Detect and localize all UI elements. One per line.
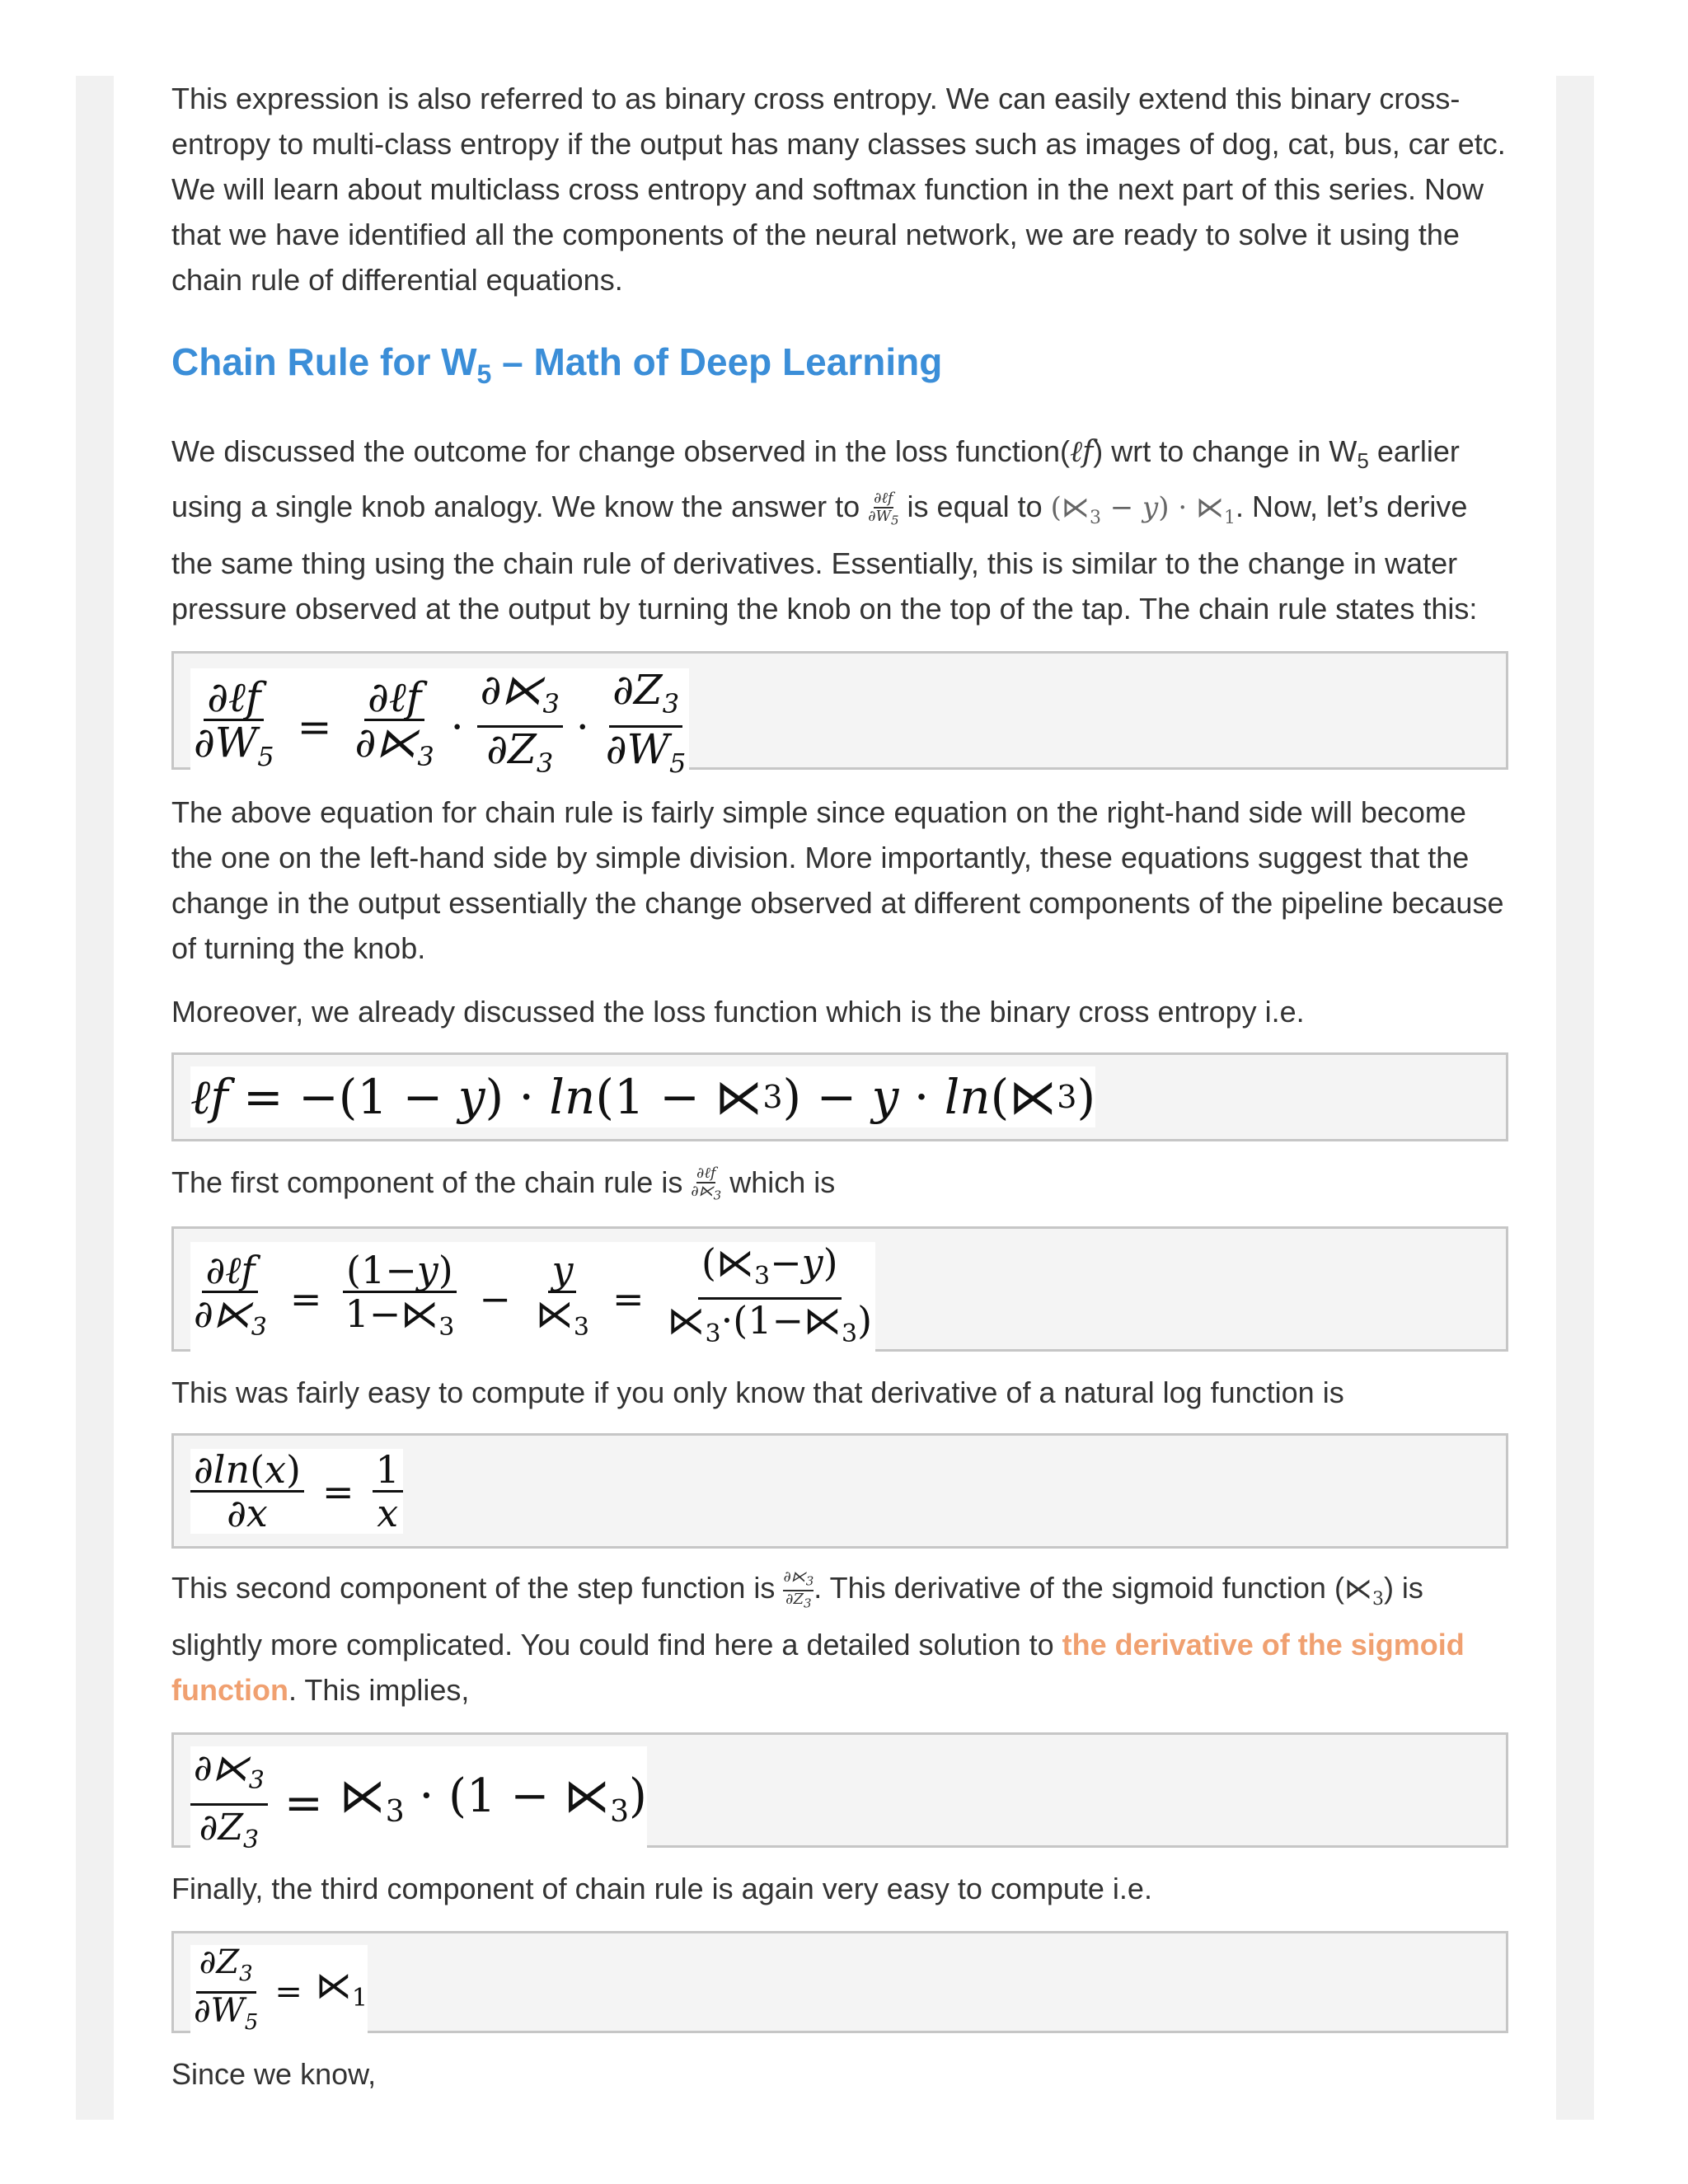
first-component-equation-box (171, 1226, 1508, 1352)
natural-log-derivative-equation: $\frac{\partial\ln(x)}{\partial x}$ = $\frac{1}{x}$ (190, 1449, 403, 1534)
natural-log-derivative-box (171, 1433, 1508, 1549)
loss-function-paragraph: Moreover, we already discussed the loss function which is the binary cross entropy i.e. (171, 995, 1305, 1029)
first-component-paragraph: The first component of the chain rule is $\frac{\text{∂ℓf}}{\partial⋉_3}$ which is (171, 1165, 836, 1203)
inline-derivative-lf-w5: $\frac{\text{∂ℓf}}{\partial W_5}$ (868, 489, 899, 528)
chain-rule-explanation-paragraph: The above equation for chain rule is fairly simple since equation on the right-hand side will become the one on the left-hand side by simple division. More importantly, these equations suggest that the change in the output essentially the change observed at different components of the pipeline because of turning the knob. (171, 795, 1504, 966)
chain-rule-equation: $\frac{\text{∂ℓf}}{\partial W_5}$ = $\frac{\text{∂ℓf}}{\partial⋉_3}$ · $\frac{\partial⋉_3}{\partial Z_3}$ · $\frac{\partial Z_3}{\partial W_5}$ (190, 668, 689, 785)
since-we-know-paragraph: Since we know, (171, 2056, 377, 2091)
third-component-equation-box (171, 1931, 1508, 2033)
sigmoid-derivative-equation: $\frac{\partial⋉_3}{\partial Z_3}$ = $⋉_3 \cdot (1$ − $⋉_3$) (190, 1746, 647, 1863)
sigmoid-symbol: $⋉_3$ (1343, 1572, 1384, 1610)
natural-log-paragraph: This was fairly easy to compute if you only know that derivative of a natural log function is (171, 1376, 1344, 1410)
sigmoid-derivative-link[interactable]: the derivative of the sigmoid function (171, 1627, 1465, 1707)
chain-rule-equation-box (171, 651, 1508, 780)
right-gutter (1556, 76, 1594, 2120)
inline-derivative-k3-z3: $\frac{\partial⋉_3}{\partial Z_3}$ (783, 1568, 814, 1611)
first-component-equation: $\frac{\text{∂ℓf}}{\partial⋉_3}$ = $\frac{(1-y)}{1-⋉_3}$ − $\frac{y}{⋉_3}$ = $\frac{(⋉_3-y)}{⋉_3\cdot(1-⋉_3)}$ (190, 1242, 875, 1355)
loss-function-equation-box (171, 1052, 1508, 1141)
left-gutter (76, 76, 114, 2120)
sigmoid-derivative-box (171, 1732, 1508, 1854)
loss-function-equation: ℓf = −(1 − y ) · ln (1 − ⋉ 3 ) − y · ln (⋉ 3 ) (190, 1066, 1095, 1127)
inline-answer-formula: $(⋉_3 - y)$ · $⋉_1$ (1050, 491, 1236, 529)
second-component-paragraph: This second component of the step function is $\frac{\partial⋉_3}{\partial Z_3}$ . This derivative of the sigmoid function $(⋉_3)$ is slightly more complicated. You could find here a detailed solution to the derivative of the sigmoid function. This implies, (171, 1568, 1465, 1707)
loss-symbol: ℓf (1069, 435, 1094, 470)
section-heading: Chain Rule for $W_5$ – Math of Deep Learning (171, 340, 943, 390)
inline-derivative-lf-k3: $\frac{\text{∂ℓf}}{\partial⋉_3}$ (691, 1165, 722, 1203)
third-component-equation: $\frac{\partial Z_3}{\partial W_5}$ = $⋉_1$ (190, 1945, 368, 2040)
article-body (171, 76, 1515, 2097)
third-component-paragraph: Finally, the third component of chain rule is again very easy to compute i.e. (171, 1871, 1152, 1905)
single-knob-paragraph: We discussed the outcome for change observed in the loss function(ℓf) wrt to change in $W_5$ earlier using a single knob analogy. We know the answer to $\frac{\text{∂ℓf}}{\partial W_5}$ is equal to $(⋉_3 - y)$ · $⋉_1$. Now, let’s derive the same thing using the chain rule of derivatives. Essentially, this is similar to the change in water pressure observed at the output by turning the knob on the top of the tap. The chain rule states this: (171, 434, 1478, 626)
intro-paragraph: This expression is also referred to as binary cross entropy. We can easily extend this binary cross-entropy to multi-class entropy if the output has many classes such as images of dog, cat, bus, car etc. We will learn about multiclass cross entropy and softmax function in the next part of this series. Now that we have identified all the components of the neural network, we are ready to solve it using the chain rule of differential equations. (171, 82, 1506, 297)
